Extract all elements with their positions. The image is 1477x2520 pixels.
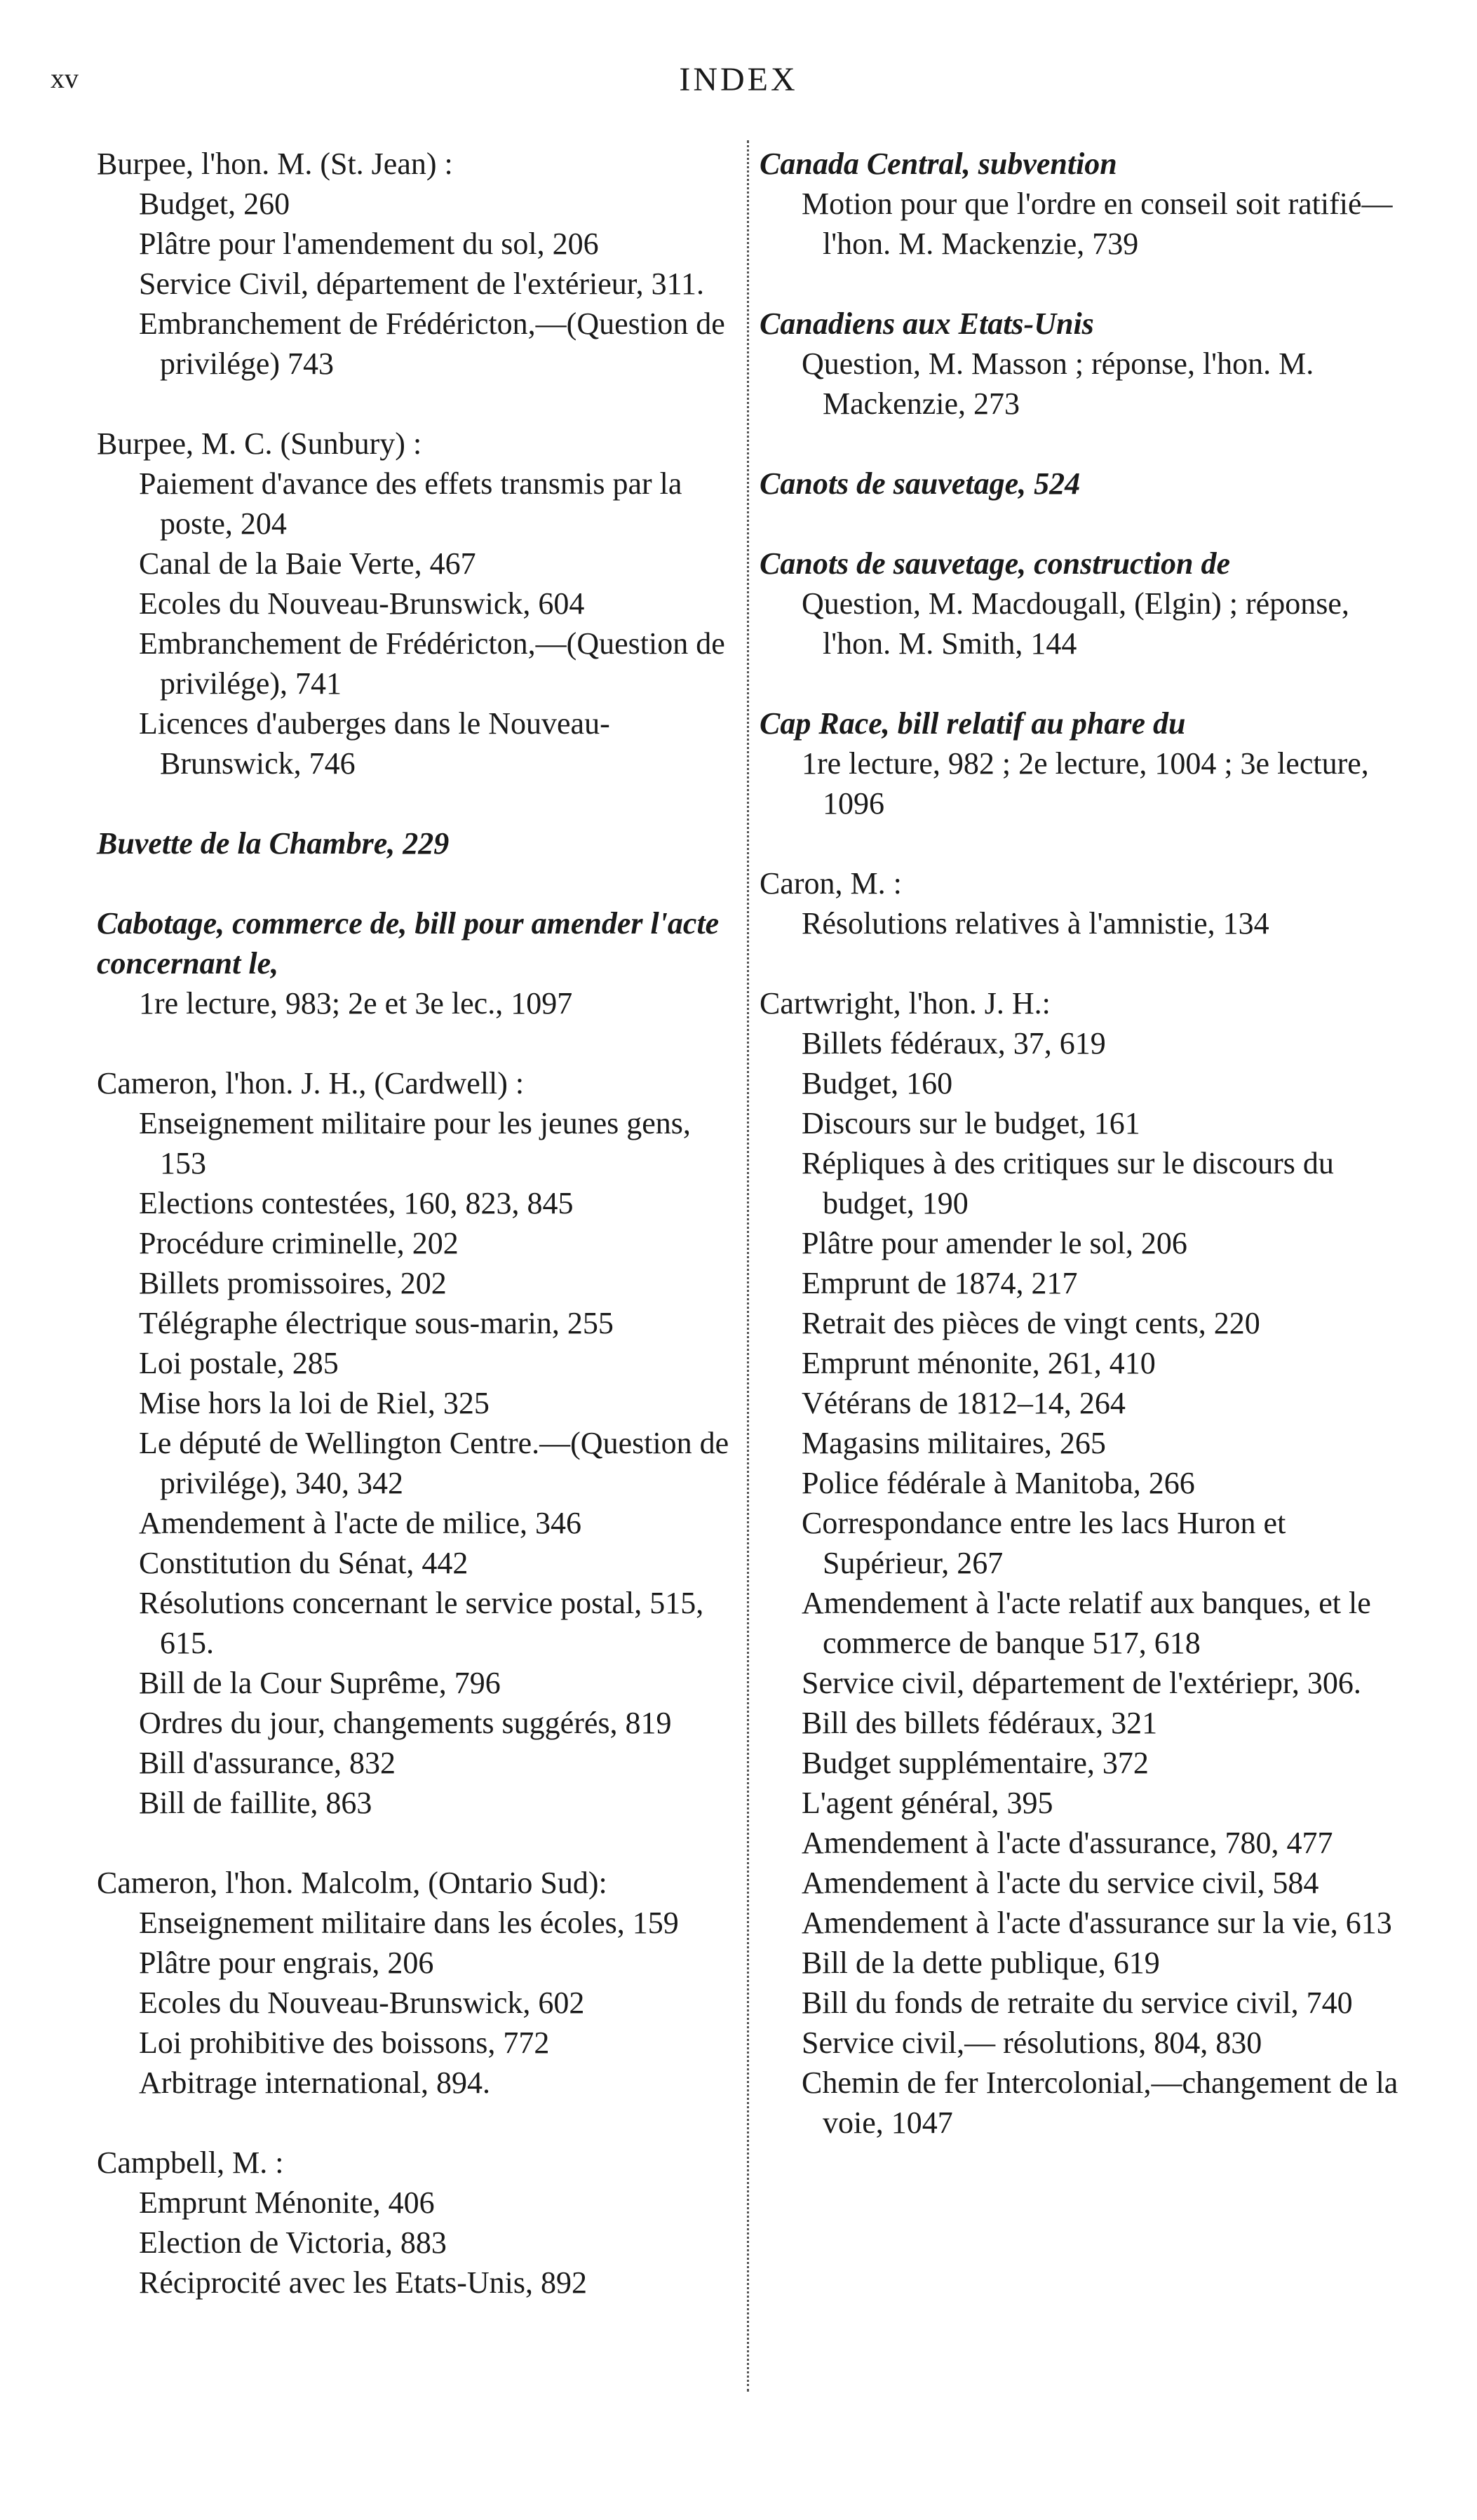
index-subentry: Bill de faillite, 863 (139, 1786, 372, 1820)
right-column (760, 144, 1419, 2183)
index-entry (760, 144, 1419, 264)
index-subentry: Retrait des pièces de vingt cents, 220 (802, 1306, 1260, 1340)
index-subentry: Télégraphe électrique sous-marin, 255 (139, 1306, 614, 1340)
index-subentry: Amendement à l'acte du service civil, 584 (802, 1866, 1319, 1900)
index-subentry: Mise hors la loi de Riel, 325 (139, 1386, 490, 1420)
index-subentry: Ecoles du Nouveau-Brunswick, 604 (139, 586, 585, 621)
index-entry-heading: Cameron, l'hon. J. H., (Cardwell) : (97, 1066, 525, 1100)
index-entry-heading: Burpee, M. C. (Sunbury) : (97, 426, 422, 461)
index-entry-heading: Cameron, l'hon. Malcolm, (Ontario Sud): (97, 1866, 607, 1900)
index-subentry: Emprunt de 1874, 217 (802, 1266, 1078, 1300)
index-subentry: 1re lecture, 982 ; 2e lecture, 1004 ; 3e lecture, 1096 (802, 746, 1369, 821)
index-entry (760, 703, 1419, 823)
index-subentry: Budget supplémentaire, 372 (802, 1746, 1149, 1780)
index-subentry: Embranchement de Frédéricton,—(Question de privilége), 741 (139, 626, 725, 701)
left-column (97, 144, 742, 2343)
index-subentry: Motion pour que l'ordre en conseil soit ratifié—l'hon. M. Mackenzie, 739 (802, 187, 1393, 261)
index-subentry: Discours sur le budget, 161 (802, 1106, 1140, 1140)
index-entry-heading: Buvette de la Chambre, 229 (97, 826, 450, 861)
index-subentry: Billets promissoires, 202 (139, 1266, 447, 1300)
index-subentry: Embranchement de Frédéricton,—(Question de privilége) 743 (139, 306, 725, 381)
index-entry (97, 1863, 742, 2103)
index-subentry: Canal de la Baie Verte, 467 (139, 546, 476, 581)
index-entry (97, 2143, 742, 2303)
index-subentry: Correspondance entre les lacs Huron et Supérieur, 267 (802, 1506, 1286, 1580)
index-subentry: Répliques à des critiques sur le discours du budget, 190 (802, 1146, 1334, 1220)
index-subentry: Elections contestées, 160, 823, 845 (139, 1186, 574, 1220)
index-subentry: Bill de la dette publique, 619 (802, 1946, 1160, 1980)
index-entry-heading: Burpee, l'hon. M. (St. Jean) : (97, 147, 453, 181)
index-entry (760, 983, 1419, 2143)
index-subentry: Emprunt ménonite, 261, 410 (802, 1346, 1156, 1380)
index-subentry: Magasins militaires, 265 (802, 1426, 1106, 1460)
index-subentry: Bill de la Cour Suprême, 796 (139, 1666, 501, 1700)
index-subentry: Police fédérale à Manitoba, 266 (802, 1466, 1195, 1500)
index-subentry: 1re lecture, 983; 2e et 3e lec., 1097 (139, 986, 573, 1020)
index-subentry: Enseignement militaire dans les écoles, 159 (139, 1906, 679, 1940)
page-number: xv (50, 62, 79, 94)
index-entry-heading: Cartwright, l'hon. J. H.: (760, 986, 1051, 1020)
index-subentry: Bill d'assurance, 832 (139, 1746, 396, 1780)
index-subentry: L'agent général, 395 (802, 1786, 1053, 1820)
index-subentry: Constitution du Sénat, 442 (139, 1546, 468, 1580)
index-subentry: Service civil,— résolutions, 804, 830 (802, 2026, 1262, 2060)
index-entry (760, 304, 1419, 424)
index-subentry: Amendement à l'acte relatif aux banques, et le commerce de banque 517, 618 (802, 1586, 1371, 1660)
index-entry (97, 424, 742, 783)
index-subentry: Chemin de fer Intercolonial,—changement de la voie, 1047 (802, 2066, 1398, 2140)
index-entry (760, 464, 1419, 504)
index-entry-heading: Caron, M. : (760, 866, 902, 901)
index-subentry: Loi postale, 285 (139, 1346, 339, 1380)
index-subentry: Ecoles du Nouveau-Brunswick, 602 (139, 1986, 585, 2020)
index-subentry: Billets fédéraux, 37, 619 (802, 1026, 1106, 1060)
index-subentry: Amendement à l'acte d'assurance sur la vie, 613 (802, 1906, 1392, 1940)
index-subentry: Vétérans de 1812–14, 264 (802, 1386, 1126, 1420)
index-subentry: Plâtre pour amender le sol, 206 (802, 1226, 1187, 1260)
index-subentry: Service civil, département de l'extériepr, 306. (802, 1666, 1361, 1700)
index-entry (97, 1063, 742, 1823)
index-subentry: Question, M. Macdougall, (Elgin) ; réponse, l'hon. M. Smith, 144 (802, 586, 1349, 661)
index-entry-heading: Canadiens aux Etats-Unis (760, 306, 1094, 341)
index-subentry: Bill des billets fédéraux, 321 (802, 1706, 1158, 1740)
index-subentry: Budget, 260 (139, 187, 290, 221)
index-subentry: Loi prohibitive des boissons, 772 (139, 2026, 550, 2060)
index-subentry: Résolutions concernant le service postal, 515, 615. (139, 1586, 704, 1660)
column-divider (747, 140, 749, 2392)
index-subentry: Amendement à l'acte de milice, 346 (139, 1506, 582, 1540)
index-subentry: Procédure criminelle, 202 (139, 1226, 459, 1260)
index-entry (97, 903, 742, 1023)
index-entry-heading: Canots de sauvetage, 524 (760, 466, 1081, 501)
index-subentry: Licences d'auberges dans le Nouveau-Brunswick, 746 (139, 706, 610, 781)
index-entry-heading: Campbell, M. : (97, 2145, 284, 2180)
index-subentry: Question, M. Masson ; réponse, l'hon. M. Mackenzie, 273 (802, 346, 1314, 421)
index-entry-heading: Canada Central, subvention (760, 147, 1117, 181)
index-subentry: Paiement d'avance des effets transmis par la poste, 204 (139, 466, 682, 541)
index-entry (760, 863, 1419, 943)
index-subentry: Résolutions relatives à l'amnistie, 134 (802, 906, 1269, 941)
index-subentry: Emprunt Ménonite, 406 (139, 2185, 435, 2220)
index-subentry: Service Civil, département de l'extérieur, 311. (139, 267, 705, 301)
index-subentry: Election de Victoria, 883 (139, 2225, 447, 2260)
index-entry (97, 823, 742, 863)
index-entry-heading: Cap Race, bill relatif au phare du (760, 706, 1186, 741)
index-subentry: Réciprocité avec les Etats-Unis, 892 (139, 2265, 588, 2300)
index-subentry: Le député de Wellington Centre.—(Question de privilége), 340, 342 (139, 1426, 729, 1500)
index-entry (97, 144, 742, 384)
index-entry (760, 544, 1419, 663)
index-entry-heading: Cabotage, commerce de, bill pour amender l'acte concernant le, (97, 906, 720, 981)
index-subentry: Ordres du jour, changements suggérés, 819 (139, 1706, 672, 1740)
index-subentry: Enseignement militaire pour les jeunes gens, 153 (139, 1106, 691, 1180)
index-subentry: Arbitrage international, 894. (139, 2066, 490, 2100)
index-subentry: Bill du fonds de retraite du service civil, 740 (802, 1986, 1353, 2020)
index-entry-heading: Canots de sauvetage, construction de (760, 546, 1231, 581)
index-subentry: Budget, 160 (802, 1066, 953, 1100)
index-subentry: Amendement à l'acte d'assurance, 780, 477 (802, 1826, 1333, 1860)
page-title: INDEX (679, 61, 798, 98)
index-subentry: Plâtre pour engrais, 206 (139, 1946, 434, 1980)
index-subentry: Plâtre pour l'amendement du sol, 206 (139, 227, 599, 261)
